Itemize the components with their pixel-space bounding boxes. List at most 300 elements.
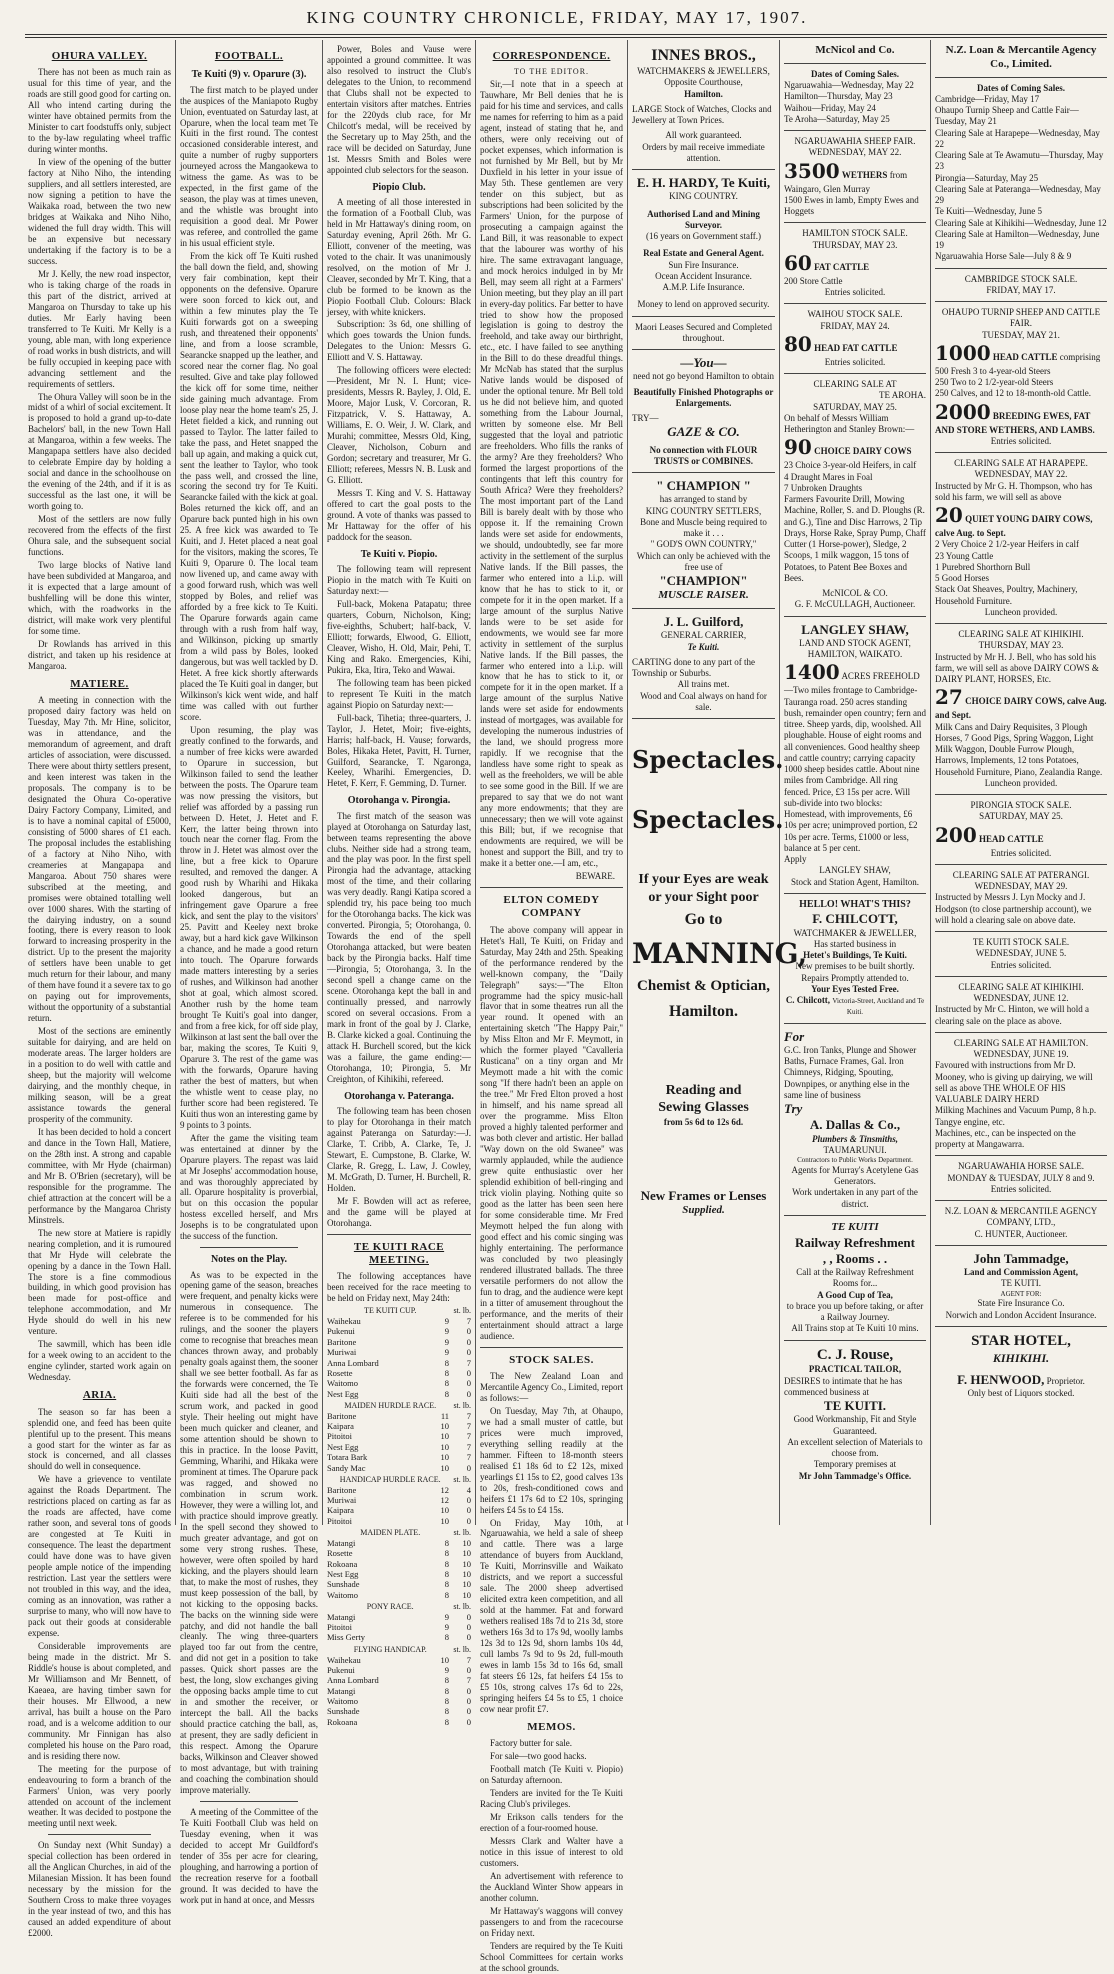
horse-name: Nest Egg bbox=[327, 1568, 359, 1579]
masthead-rule-2 bbox=[25, 37, 1107, 38]
dallas-town: TAUMARUNUI. bbox=[823, 1144, 887, 1155]
mcnicol-signature: McNICOL & CO. bbox=[822, 588, 888, 598]
henwood-line: Only best of Liquors stocked. bbox=[967, 1387, 1075, 1398]
memo: Tenders are required by the Te Kuiti School Committees for certain works at the school grounds. bbox=[480, 1940, 623, 1973]
nzloan-date: Cambridge—Friday, May 17 bbox=[935, 93, 1040, 104]
weight-lb: 7 bbox=[466, 1441, 471, 1452]
sale-heading: CLEARING SALE AT KIHIKIHI. bbox=[958, 629, 1084, 639]
weight-st: 10 bbox=[440, 1452, 449, 1463]
weight-st: 8 bbox=[444, 1675, 449, 1686]
nzloan-signature: N.Z. LOAN & MERCANTILE AGENCY COMPANY, LTD., bbox=[944, 1206, 1098, 1228]
railway-line: to brace you up before taking, or after a Railway Journey. bbox=[786, 1300, 924, 1322]
weight-lb: 7 bbox=[466, 1654, 471, 1665]
hardy-line: Money to lend on approved security. bbox=[637, 299, 770, 310]
sale-line: 23 Choice 3-year-old Heifers, in calf bbox=[784, 460, 917, 471]
article-paragraph: On Tuesday, May 7th, at Ohaupo, we had a small muster of cattle, but prices were much improved, everything selling readily at the hammer. Fifteen to 18-month steers realised £1 18s 6d to £2 12s, mixed yearlings £1 15s to £2, good calves 13s to 20s, fresh-conditioned cows and heifers £1 17s 6d to £2 10s, springing heifers £4 5s to £4 15s. bbox=[480, 1405, 623, 1515]
hardy-line: (16 years on Government staff.) bbox=[645, 231, 762, 241]
race-title: MAIDEN PLATE. bbox=[360, 1528, 421, 1538]
horse-name: Totara Bark bbox=[327, 1452, 368, 1463]
hardy-line: A.M.P. Life Insurance. bbox=[662, 282, 745, 292]
race-entry bbox=[327, 1717, 471, 1727]
memo: For sale—two good hacks. bbox=[490, 1751, 587, 1762]
railway-town: TE KUITI bbox=[831, 1220, 879, 1233]
horse-name: Kaipara bbox=[327, 1505, 354, 1516]
sale-number: 3500 bbox=[784, 158, 840, 183]
weight-lb: 0 bbox=[466, 1622, 471, 1633]
weight-lb: 10 bbox=[462, 1579, 471, 1590]
article-paragraph: Upon resuming, the play was greatly confined to the forwards, and a number of free kicks were awarded to Oparure in succession, but Wilkinson failed to send the leather between the posts. The Oparure team was now pressing the visitors, but relief was afforded by a passing run between D. Hetet, J. Hetet and F. Kerr, the latter being thrown into touch near the corner flag. From the throw in J. Hetet was almost over the line, but a free kick to Oparure resulted, and removed the danger. A good rush by Wharihi and Hikaka looked dangerous, but an infringement gave Oparure a free kick, and sent the play to the visitors' 25. Pavitt and Keeley next broke away, but a hard kick gave Wilkinson a chance, and he made a good return into touch. The Oparure forwards made matters interesting by a series of rushes, and Wilkinson had another shot at goal, which almost scored. Another rush by the home team brought Te Kuiti's goal into danger, and from a free kick, for off side play, Wilkinson at last sent the ball over the bar, making the scores, Te Kuiti 9, Oparure 3. The rest of the game was with the forwards, Oparure having rather the best of matters, but when the whistle went to cease play, no further score had been registered. Te Kuiti thus won an interesting game by 9 points to 3 points. bbox=[180, 724, 318, 1130]
column-3 bbox=[327, 44, 471, 1727]
sale-line: Entries solicited. bbox=[990, 435, 1052, 446]
railway-line: Call at the Railway Refreshment Rooms for... bbox=[796, 1267, 914, 1289]
sale-line: Entries solicited. bbox=[990, 959, 1052, 970]
henwood-sub: Proprietor. bbox=[1046, 1375, 1085, 1386]
sale-heading: NGARUAWAHIA HORSE SALE. bbox=[957, 1161, 1085, 1172]
sale-line: 2 Very Choice 2 1/2-year Heifers in calf bbox=[935, 539, 1080, 550]
sale-line: Milk Cans and Dairy Requisites, 3 Plough Horses, 7 Good Pigs, Spring Waggon, Light Milk Waggon, Double Furrow Plough, Harrows, Implements, 12 tons Potatoes, Household Furniture, Piano, Zealandia Range. bbox=[935, 721, 1103, 777]
column-divider bbox=[475, 40, 476, 1525]
weight-st: 10 bbox=[440, 1421, 449, 1432]
innes-line: Orders by mail receive immediate attention. bbox=[642, 141, 765, 163]
article-paragraph: Full-back, Mokena Patapatu; three quarters, Coburn, Nicholson, King; five-eighths, Schubert; half-back, V. Elliott; forwards, Elwood, G. Elliott, Cleaver, Wisho, H. Old, Mair, Pehi, T. King and Rako. Emergencies, Kihi, Pukira, Eka, Itira, Teko and Wawai. bbox=[327, 598, 471, 675]
article-paragraph: Most of the settlers are now fully recovered from the effects of the first Ohura sale, and the subsequent social functions. bbox=[28, 514, 171, 558]
sale-heading: CLEARING SALE AT PATERANGI. bbox=[952, 869, 1090, 880]
weight-lb: 0 bbox=[466, 1632, 471, 1643]
sale-heading: CLEARING SALE AT bbox=[813, 379, 897, 389]
weight-st: 10 bbox=[440, 1515, 449, 1526]
tammadge-town: TE KUITI. bbox=[1001, 1278, 1041, 1289]
article-paragraph: It has been decided to hold a concert and dance in the Town Hall, Matiere, on the 28th inst. A strong and capable committee, with Mr Hyde (chairman) and Mr B. O'Brien (secretary), will be responsible for the programme. The chief attraction at the concert will be a performance by the Mangaroa Christy Minstrels. bbox=[28, 1126, 171, 1225]
sale-number: 27 bbox=[935, 685, 963, 710]
weight-st: 10 bbox=[440, 1462, 449, 1473]
hardy-line: Real Estate and General Agent. bbox=[643, 248, 764, 259]
langley-signature: Stock and Station Agent, Hamilton. bbox=[791, 876, 919, 887]
article-paragraph: The Ohura Valley will soon be in the midst of a whirl of social excitement. It is proposed to hold a grand up-to-date Bachelors' ball, in the new Town Hall at Mangaroa, within a few weeks. The Mangapapa settlers have also decided to celebrate Empire day by holding a social and dance in the schoolhouse on the evening of the 24th, and if it is as successful as the last one, it will be worth going to. bbox=[28, 391, 171, 512]
mcnicol-heading: Dates of Coming Sales. bbox=[811, 68, 899, 79]
weight-st: 8 bbox=[444, 1685, 449, 1696]
article-paragraph: Power, Boles and Vause were appointed a ground committee. It was also resolved to instruct the Club's delegates to the Union, to recommend that Clubs shall not be expected to entertain visitors after matches. Entries for the 220yds club race, for Mr Chilcott's medal, will be received by the Secretary up to May 25th, and the race will be decided on Saturday, June 1st. Messrs Smith and Boles were appointed club selectors for the season. bbox=[327, 44, 471, 175]
masthead: KING COUNTRY CHRONICLE, FRIDAY, MAY 17, 1907. bbox=[306, 8, 808, 27]
sale-line: Instructed by Mr C. Hinton, we will hold a clearing sale on the place as above. bbox=[935, 1004, 1089, 1026]
sale-date: FRIDAY, MAY 17. bbox=[986, 284, 1056, 295]
article-paragraph: Messrs T. King and V. S. Hattaway offered to cart the goal posts to the ground. A vote of thanks was passed to Mr Hattaway for the offer of his paddock for the season. bbox=[327, 488, 471, 542]
sale-heading: CLEARING SALE AT KIHIKIHI. bbox=[958, 981, 1084, 992]
race-entry bbox=[327, 1612, 471, 1622]
weight-st: 8 bbox=[444, 1579, 449, 1590]
chilcott-line: Repairs Promptly attended to. bbox=[801, 972, 909, 983]
manning-goto: Go to bbox=[684, 911, 723, 928]
gaze-try: TRY— bbox=[632, 413, 659, 423]
horse-name: Baritone bbox=[327, 1410, 357, 1421]
sale-heading: HAMILTON STOCK SALE. bbox=[802, 228, 908, 239]
champion-line: KING COUNTRY SETTLERS, bbox=[645, 505, 762, 516]
weight-lb: 0 bbox=[466, 1685, 471, 1696]
memo: An advertisement with reference to the Auckland Winter Show appears in another column. bbox=[480, 1871, 623, 1903]
sale-heading: CLEARING SALE AT HARAPEPE. bbox=[954, 458, 1088, 468]
sale-item: HEAD CATTLE bbox=[979, 833, 1044, 844]
sale-date: THURSDAY, MAY 23. bbox=[978, 640, 1064, 651]
horse-name: Nest Egg bbox=[327, 1388, 359, 1399]
sale-number: 60 bbox=[784, 250, 812, 275]
hardy-line: Sun Fire Insurance. bbox=[668, 259, 739, 270]
dallas-for: For bbox=[784, 1028, 805, 1044]
horse-name: Waitomo bbox=[327, 1378, 358, 1389]
sale-item: HEAD CATTLE bbox=[992, 351, 1058, 362]
article-paragraph: As was to be expected in the opening game of the season, breaches were frequent, and penalty kicks were numerous in consequence. The referee is to be commended for his rulings, and the sooner the players come to recognise that breaches mean chances thrown away, and probably penalty goals against them, the sooner shall we see better football. As far as the forwards were concerned, the Te Kuiti side had all the best of the scrum work, and packed in good style. Their heeling out might have been much quicker and cleaner, and some attention should be shown to this in practice. In the loose Pavitt, Gemming, Wharihi, and Hikaka were prominent at times. The Oparure pack was ragged, and showed no combination in scrum work. However, they were a willing lot, and with practice should improve greatly. In the spell second they showed to much greater advantage, and got on some very strong rushes. These, however, were often spoiled by hard kicking, and the players should learn that, to make the most of rushes, they must keep possession of the ball, by not kicking to the opposing backs. The backs on the winning side were patchy, and did not handle the ball cleanly. The wing three-quarters played too far out from the centre, and did not get in a position to take passes. Quick short passes are the best, the long, slow exchanges giving the opposing backs ample time to cut in and smother the receiver, or intercept the ball. All the backs should practice catching the ball, as, at present, they are sadly deficient in this respect. Among the Oparure backs, Wilkinson and Cleaver showed to most advantage, but with training and coaching the combination should improve materially. bbox=[180, 1269, 318, 1796]
race-entry bbox=[327, 1442, 471, 1452]
sale-line: 23 Young Cattle bbox=[935, 550, 994, 561]
horse-name: Matangi bbox=[327, 1537, 356, 1548]
weight-lb: 10 bbox=[462, 1548, 471, 1559]
sale-line: 7 Unbroken Draughts bbox=[784, 482, 862, 493]
henwood-name: F. HENWOOD, bbox=[957, 1371, 1045, 1387]
chilcott-sub: WATCHMAKER & JEWELLER, bbox=[793, 927, 917, 938]
race-acceptances bbox=[327, 1306, 471, 1727]
sale-line: Luncheon provided. bbox=[984, 606, 1058, 617]
sale-date: FRIDAY, MAY 24. bbox=[820, 320, 890, 331]
nzloan-heading: Dates of Coming Sales. bbox=[977, 82, 1065, 93]
sale-line: Favoured with instructions from Mr D. Mooney, who is giving up dairying, we will sell as above THE WHOLE OF HIS VALUABLE DAIRY HERD bbox=[935, 1060, 1093, 1104]
weight-lb: 0 bbox=[466, 1495, 471, 1506]
weight-lb: 7 bbox=[466, 1421, 471, 1432]
hardy-title: E. H. HARDY, Te Kuiti, bbox=[636, 175, 771, 190]
column-divider bbox=[175, 40, 176, 1525]
article-paragraph: The above company will appear in Hetet's Hall, Te Kuiti, on Friday and Saturday, May 24th and 25th. Speaking of the performance rendered by the well-known company, the "Daily Telegraph" says:—"The Elton programme had the spicy music-hall flavor that in some theatres run all the year round. It opened with an entertaining sketch "The Happy Pair," by Miss Elton and Mr F. Meymott, in which the former played "Cavalleria Rusticana" on a tiny organ and Mr Meymott made a hit with the comic song "If there hadn't been an apple on the tree." Mr Fred Elton proved a host in himself, and his name spread all over the programme. Miss Elton proved a highly talented performer and was both clever and artistic. Her ballad "Way down on the old Swanee" was warmly applauded, while the audience grew quite enthusiastic over her splendid exhibition of bell-ringing and trick violin playing. Nothing quite so good as the latter has been seen here for some considerable time. Mr Fred Meymott helped the fun along with good effect and his comic singing was highly entertaining. The performance was concluded by two pleasingly rendered illustrated ballads. The three versatile performers do not allow the fun to drag, and the audience were kept in a titter of amusement throughout the performance, and the merits of their entertainment should attract a large audience. bbox=[480, 924, 623, 1341]
headline-elton-comedy: ELTON COMEDY COMPANY bbox=[503, 893, 600, 920]
langley-apply: Apply bbox=[784, 854, 807, 864]
horse-name: Rokoana bbox=[327, 1558, 358, 1569]
sale-item: CHOICE DAIRY COWS bbox=[814, 446, 912, 457]
race-entry bbox=[327, 1706, 471, 1716]
sale-item: comprising bbox=[1059, 351, 1101, 362]
race-entry bbox=[327, 1590, 471, 1600]
weight-lb: 0 bbox=[466, 1326, 471, 1337]
chilcott-line: Hetet's Buildings, Te Kuiti. bbox=[803, 950, 907, 960]
weight-st: 9 bbox=[444, 1611, 449, 1622]
sale-date: WEDNESDAY, MAY 29. bbox=[974, 881, 1068, 891]
weight-st: 8 bbox=[444, 1696, 449, 1707]
dallas-line: Work undertaken in any part of the district. bbox=[792, 1187, 918, 1209]
horse-name: Rokoana bbox=[327, 1716, 358, 1727]
champion-title-2: "CHAMPION" bbox=[659, 573, 748, 588]
sale-date: THURSDAY, MAY 23. bbox=[812, 239, 898, 250]
race-entry bbox=[327, 1696, 471, 1706]
article-paragraph: Sir,—I note that in a speech at Tauwhare, Mr Bell denies that he is paid for his time and services, and calls me names for referring to him as a paid agent, instead of stating that he, and others, were only receiving out of pocket expenses, which information is not furnished by Mr Bell, but by Mr Duxfield in his letter in your issue of May 5th. These gentlemen are very tender on this subject, but as subscriptions had been solicited by the Farmers' Union, for the purpose of prosecuting a campaign against the Land Bill, it was reasonable to expect that the labourer was worthy of his hire. The same extravagant language, and mock heroics indulged in by Mr Bell, may seem all right at a Farmers' Union meeting, but they play an ill part in every-day politics. Far better to have tried to show how the proposed legislation is going to destroy the freehold, and take away our birthright, etc., etc. I have failed to see anything in the Bill to do these dreadful things. Mr McNab has stated that the surplus Native lands would be disposed of under the optional tenure. Mr Bell told us he did not believe him, and quoted something from the Labour Journal, written by someone else. Mr Bell suggested that the loyal and patriotic are freeholders. Who fills the ranks of the army? Are they freeholders? Who formed the largest proportions of the contingents that left this country for South Africa? Were they freeholders? The most important part of the Land Bill is barely dealt with by those who oppose it. If the remaining Crown lands were set aside for endowments, we should, undoubtedly, see far more activity in the settlement of the surplus Native lands. If the Bill passes, the farmer who entered into a l.i.p. will know that he has to stick to it, or compete for it in the open market. If a large amount of the surplus Native lands were to be set aside for endowments, we would see far more activity in settlement of the surplus Native lands. If the Bill passes, the farmer who entered into a l.i.p. will know that he has to stick to it, or compete for it in the open market. If a large amount of the surplus Native lands were set aside for endowments instead of mortgages, was available for developing the numerous industries of the land, we should progress more rapidly. If we recognise that the landless have some right to speak as well as the freeholders, we will be able to see some good in the Bill. If we are prepared to say that we do not want any more endowments; that they are unnecessary; then we will vote against this Bill; but, if we recognise that endowments are required, we will be honest and support the Bill, and try to make it a better one.—I am, etc., bbox=[480, 79, 623, 868]
race-table bbox=[327, 1411, 471, 1473]
weight-lb: 0 bbox=[466, 1347, 471, 1358]
nzloan-date: Te Kuiti—Wednesday, June 5 bbox=[935, 206, 1043, 217]
weight-lb: 7 bbox=[466, 1452, 471, 1463]
weight-st: 9 bbox=[444, 1664, 449, 1675]
sale-number: 1000 bbox=[935, 340, 991, 365]
race-title: FLYING HANDICAP. bbox=[353, 1644, 427, 1654]
weight-st: 8 bbox=[444, 1367, 449, 1378]
weight-lb: 4 bbox=[466, 1484, 471, 1495]
subheadline-te-kuiti-oparure: Te Kuiti (9) v. Oparure (3). bbox=[191, 69, 307, 81]
sale-line: Entries solicited. bbox=[990, 1183, 1052, 1194]
sale-item: from Waingaro, Glen Murray bbox=[784, 169, 908, 194]
mcnicol-date: Ngaruawahia—Wednesday, May 22 bbox=[784, 80, 914, 90]
hardy-line: Maori Leases Secured and Completed throughout. bbox=[635, 321, 772, 343]
langley-town: HAMILTON, WAIKATO. bbox=[807, 649, 903, 659]
sale-line: Stack Oat Sheaves, Poultry, Machinery, Household Furniture. bbox=[935, 584, 1078, 606]
gaze-line: Beautifully Finished Photographs or Enlargements. bbox=[633, 386, 774, 408]
sale-line: Entries solicited. bbox=[990, 847, 1052, 858]
guilford-sub: GENERAL CARRIER, bbox=[660, 630, 747, 641]
horse-name: Baritone bbox=[327, 1484, 357, 1495]
weight-lb: 0 bbox=[466, 1367, 471, 1378]
article-paragraph: Mr F. Bowden will act as referee, and the game will be played at Otorohanga. bbox=[327, 1195, 471, 1228]
horse-name: Muriwai bbox=[327, 1495, 357, 1506]
horse-name: Rosette bbox=[327, 1367, 353, 1378]
horse-name: Pitoitoi bbox=[327, 1515, 353, 1526]
article-paragraph: The following team has been picked to represent Te Kuiti in the match against Piopio on Saturday next:— bbox=[327, 677, 471, 710]
subheadline-notes-on-play: Notes on the Play. bbox=[210, 1254, 288, 1266]
chilcott-title: F. CHILCOTT, bbox=[812, 911, 898, 927]
headline-correspondence: CORRESPONDENCE. bbox=[492, 50, 611, 62]
race-title: HANDICAP HURDLE RACE. bbox=[339, 1474, 441, 1484]
race-entry bbox=[327, 1559, 471, 1569]
to-the-editor: TO THE EDITOR. bbox=[513, 67, 590, 77]
champion-line: MUSCLE RAISER. bbox=[658, 589, 749, 602]
rouse-line: An excellent selection of Materials to choose from. bbox=[787, 1436, 923, 1458]
nzloan-date: Clearing Sale at Kihikihi—Wednesday, June 12 bbox=[935, 217, 1107, 228]
sale-line: Milking Machines and Vacuum Pump, 8 h.p. Tangye engine, etc. bbox=[935, 1105, 1097, 1127]
sale-line: Entries solicited. bbox=[824, 287, 886, 297]
nzloan-signature: C. HUNTER, Auctioneer. bbox=[974, 1228, 1068, 1239]
mcnicol-signature: G. F. McCULLAGH, Auctioneer. bbox=[794, 599, 916, 610]
column-divider bbox=[779, 40, 780, 1525]
hardy-line: Authorised Land and Mining Surveyor. bbox=[647, 208, 760, 230]
rouse-sub: PRACTICAL TAILOR, bbox=[808, 1364, 902, 1375]
article-paragraph: The first match of the season was played at Otorohanga on Saturday last, between teams representing the above clubs. Neither side had a strong team, and the play was poor. In the first spell Pirongia had the advantage, attacking most of the time, and their collaring was very deadly. Rangi Katipa scored a splendid try, his pace being too much for the Otorohanga backs. The kick was converted. Pirongia, 5; Otorohanga, 0. Towards the end of the spell Otorohanga attacked, but were beaten back by the Pirongia backs. Half time—Pirongia, 5; Otorohanga, 3. In the second spell a change came on the scene. Otorohanga kept the ball in and continually pressed, and narrowly scored on several occasions. From a mark in front of the goal by J. Clarke, B. Clarke kicked a goal. Continuing the attack H. Burchell scored, but the kick was a failure, the game ending:—Otorohanga, 10; Pirongia, 5. Mr Creighton, of Kihikihi, refereed. bbox=[327, 810, 471, 1084]
weight-lb: 0 bbox=[466, 1378, 471, 1389]
horse-name: Waitomo bbox=[327, 1696, 358, 1707]
dallas-line: Contractors to Public Works Department. bbox=[797, 1156, 913, 1164]
weight-st: 8 bbox=[444, 1357, 449, 1368]
race-entry bbox=[327, 1421, 471, 1431]
dallas-try: Try bbox=[784, 1101, 803, 1116]
weight-lb: 7 bbox=[466, 1316, 471, 1327]
horse-name: Matangi bbox=[327, 1611, 356, 1622]
sale-item: CHOICE DAIRY COWS, calve Aug. and Sept. bbox=[935, 696, 1107, 721]
horse-name: Pitoitoi bbox=[327, 1622, 353, 1633]
sale-line: On behalf of Messrs William Hetherington and Stanley Brown:— bbox=[784, 412, 915, 434]
nzloan-date: Pirongia—Saturday, May 25 bbox=[935, 172, 1039, 183]
weight-st: 10 bbox=[440, 1505, 449, 1516]
race-unit: st. lb. bbox=[453, 1401, 471, 1410]
horse-name: Sunshade bbox=[327, 1579, 360, 1590]
race-table bbox=[327, 1538, 471, 1600]
manning-price: from 5s 6d to 12s 6d. bbox=[663, 1116, 744, 1127]
horse-name: Sunshade bbox=[327, 1706, 360, 1717]
race-unit: st. lb. bbox=[453, 1306, 471, 1316]
chilcott-hello: HELLO! WHAT'S THIS? bbox=[799, 898, 911, 910]
sale-item: QUIET YOUNG DAIRY COWS, calve Aug. to Sept. bbox=[935, 514, 1093, 538]
mcnicol-date: Waihou—Friday, May 24 bbox=[784, 102, 876, 113]
race-entry bbox=[327, 1505, 471, 1515]
dallas-body: G.C. Iron Tanks, Plunge and Shower Baths, Furnace Frames, Gal. Iron Chimneys, Ridging, Spouting, Downpipes, or anything else in the same line of business bbox=[784, 1044, 917, 1100]
race-title: MAIDEN HURDLE RACE. bbox=[344, 1401, 437, 1410]
star-hotel-title: STAR HOTEL, bbox=[971, 1332, 1071, 1349]
horse-name: Muriwai bbox=[327, 1347, 357, 1358]
weight-st: 10 bbox=[440, 1441, 449, 1452]
weight-st: 10 bbox=[440, 1431, 449, 1442]
sale-date: WEDNESDAY, JUNE 12. bbox=[973, 993, 1069, 1003]
weight-lb: 7 bbox=[466, 1431, 471, 1442]
sale-line: 1 Purebred Shorthorn Bull bbox=[935, 561, 1031, 572]
sale-date: SATURDAY, MAY 25. bbox=[979, 811, 1063, 822]
weight-lb: 0 bbox=[466, 1515, 471, 1526]
sale-date: WEDNESDAY, MAY 22. bbox=[974, 469, 1068, 480]
manning-line: If your Eyes are weak bbox=[638, 872, 769, 887]
headline-race-meeting: TE KUITI RACE MEETING. bbox=[353, 1240, 445, 1267]
race-title: PONY RACE. bbox=[366, 1602, 414, 1611]
sale-heading: OHAUPO TURNIP SHEEP AND CATTLE FAIR. bbox=[941, 307, 1101, 329]
sale-item: FAT CATTLE bbox=[814, 261, 870, 272]
sale-number: 200 bbox=[935, 822, 977, 847]
champion-line: " GOD'S OWN COUNTRY," bbox=[650, 539, 757, 550]
article-paragraph: The new store at Matiere is rapidly nearing completion, and it is rumoured that Mr Hyde will celebrate the opening by a dance in the Town Hall. The store is a fine commodious building, in which good provision has been made for post-office and telephone accommodation, and Mr Hyde should do well in his new venture. bbox=[28, 1227, 171, 1337]
weight-lb: 10 bbox=[462, 1568, 471, 1579]
article-paragraph: There has not been as much rain as usual for this time of year, and the roads are still good good for carting on. All who intend carting during the winter have obtained permits from the Minister to cart foodstuffs only, subject to the by-law regulating wheel traffic during winter months. bbox=[28, 67, 171, 155]
race-entry bbox=[327, 1485, 471, 1495]
memo: Mr Hattaway's waggons will convey passengers to and from the racecourse on Friday next. bbox=[480, 1905, 623, 1938]
article-paragraph: Dr Rowlands has arrived in this district, and taken up his residence at Mangaroa. bbox=[28, 638, 171, 671]
horse-name: Pukenui bbox=[327, 1326, 355, 1337]
sale-date: SATURDAY, MAY 25. bbox=[813, 401, 897, 412]
railway-line: A Good Cup of Tea, bbox=[817, 1289, 893, 1300]
column-divider bbox=[930, 40, 931, 1525]
race-entry bbox=[327, 1495, 471, 1505]
article-paragraph: Subscription: 3s 6d, one shilling of which goes towards the Union funds. Delegates to the Union: Messrs G. Elliott and V. S. Hattaway. bbox=[327, 319, 471, 363]
race-unit: st. lb. bbox=[453, 1528, 471, 1538]
race-title: TE KUITI CUP. bbox=[364, 1306, 417, 1316]
memo: Mr Erikson calls tenders for the erection of a four-roomed house. bbox=[480, 1812, 623, 1834]
spectacles-heading: Spectacles. bbox=[632, 745, 784, 774]
guilford-title: J. L. Guilford, bbox=[663, 614, 744, 629]
innes-body: LARGE Stock of Watches, Clocks and Jewellery at Town Prices. bbox=[632, 103, 772, 125]
sale-number: 80 bbox=[784, 331, 812, 356]
race-entry bbox=[327, 1686, 471, 1696]
race-unit: st. lb. bbox=[453, 1602, 471, 1611]
innes-address: Opposite Courthouse, bbox=[664, 77, 743, 88]
column-4 bbox=[480, 44, 623, 1973]
mcnicol-date: Hamilton—Thursday, May 23 bbox=[784, 91, 893, 102]
subheadline-otorohanga-pateranga: Otorohanga v. Pateranga. bbox=[344, 1090, 454, 1102]
innes-title: INNES BROS., bbox=[651, 47, 756, 64]
weight-lb: 7 bbox=[466, 1675, 471, 1686]
langley-title: LANGLEY SHAW, bbox=[801, 621, 909, 637]
sale-line: 200 Store Cattle bbox=[784, 275, 843, 286]
sale-line: Machines, etc., can be inspected on the property at Mangawarra. bbox=[935, 1127, 1076, 1149]
horse-name: Pitoitoi bbox=[327, 1431, 353, 1442]
hardy-sub: KING COUNTRY. bbox=[669, 191, 738, 202]
horse-name: Anna Lombard bbox=[327, 1675, 379, 1686]
weight-st: 8 bbox=[444, 1548, 449, 1559]
memo: Factory butter for sale. bbox=[490, 1738, 572, 1749]
champion-line: Which can only be achieved with the free use of bbox=[636, 550, 771, 572]
langley-number: 1400 bbox=[784, 660, 840, 685]
rouse-title: C. J. Rouse, bbox=[816, 1346, 894, 1363]
weight-lb: 10 bbox=[462, 1589, 471, 1600]
horse-name: Rosette bbox=[327, 1548, 353, 1559]
nzloan-date: Ngaruawahia Horse Sale—July 8 & 9 bbox=[935, 251, 1072, 262]
rouse-town: TE KUITI. bbox=[823, 1398, 887, 1413]
weight-st: 9 bbox=[444, 1326, 449, 1337]
weight-st: 9 bbox=[444, 1336, 449, 1347]
rouse-line: Good Workmanship, Fit and Style Guaranteed. bbox=[793, 1414, 917, 1436]
article-paragraph: On Friday, May 10th, at Ngaruawahia, we held a sale of sheep and cattle. There was a large attendance of buyers from Auckland, Te Kuiti, Morrinsville and Waikato districts, and we report a successful sale. The 2000 sheep advertised elicited extra keen competition, and all sold at the hammer. Fat and forward wethers realised 18s 7d to 21s 3d, store wethers 16s 3d to 17s 9d, woolly lambs 12s 3d to 12s 9d, shorn lambs 10s 4d, cull lambs 7s 9d to 9s 2d, full-mouth ewes in lamb 15s 3d to 16s 6d, small fat steers £6 12s, fat heifers £4 15s to £5 10s, strong calves 17s 6d to 22s, springing heifers £4 5s to £5, 1 choice cow near profit £7. bbox=[480, 1517, 623, 1714]
horse-name: Waihekau bbox=[327, 1316, 361, 1327]
subheadline-piopio-club: Piopio Club. bbox=[372, 181, 426, 193]
race-entry bbox=[327, 1378, 471, 1388]
guilford-town: Te Kuiti. bbox=[687, 641, 720, 652]
article-paragraph: We have a grievence to ventilate against the Roads Department. The restrictions placed on carting as far as the roads are affected, have come rather soon, and several tons of goods are congested at Te Kuiti in consequence. The least the department could have done was to have given people ample notice of the impending restriction. Last year the settlers were not troubled in this way, and the idea, coming as an innovation, was rather a surprise to many, who will now have to pack out their goods at considerable expense. bbox=[28, 1474, 171, 1638]
column-7-ads bbox=[935, 44, 1107, 1524]
sale-heading: TE KUITI STOCK SALE. bbox=[972, 937, 1070, 947]
sale-date: TUESDAY, MAY 21. bbox=[982, 329, 1060, 340]
article-paragraph: The meeting for the purpose of endeavouring to form a branch of the Farmers' Union, was very poorly attended on account of the inclement weather. It was decided to postpone the meeting until next week. bbox=[28, 1763, 171, 1829]
race-entry bbox=[327, 1368, 471, 1378]
manning-reading: Reading and bbox=[665, 1082, 742, 1098]
article-paragraph: A meeting of the Committee of the Te Kuiti Football Club was held on Tuesday evening, when it was decided to accept Mr Guildford's tender of 35s per acre for clearing, ploughing, and harrowing a portion of the recreation reserve for a football ground. It was decided to have the work put in hand at once, and Messrs bbox=[180, 1807, 318, 1905]
article-paragraph: A meeting of all those interested in the formation of a Football Club, was held in Mr Hattaway's dining room, on Saturday evening, April 26th. Mr G. Elliott, convener of the meeting, was voted to the chair. It was unanimously resolved, on the motion of Mr J. Cleaver, seconded by Mr T. King, that a club be formed to be known as the Piopio Football Club. Colours: Black jersey, with white knickers. bbox=[327, 196, 471, 317]
champion-line: Bone and Muscle being required to make it . . . bbox=[640, 516, 767, 538]
gaze-you: —You— bbox=[680, 355, 727, 370]
sale-line: 1500 Ewes in lamb, Empty Ewes and Hoggets bbox=[784, 194, 919, 216]
star-hotel-town: KIHIKIHI. bbox=[992, 1350, 1050, 1365]
horse-name: Waihekau bbox=[327, 1654, 361, 1665]
dallas-sub: Plumbers & Tinsmiths, bbox=[812, 1133, 898, 1144]
manning-line: or your Sight poor bbox=[648, 889, 759, 905]
weight-st: 8 bbox=[444, 1589, 449, 1600]
sale-line: Farmers Favourite Drill, Mowing Machine, Roller, S. and D. Ploughs (R. and G.), Tine and Disc Harrows, 2 Tip Drays, Horse Rake, Spray Pump, Chaff Cutter (1 Horse-power), Sledge, 2 Scoops, 1 milk waggon, 15 tons of Potatoes, to Patent Bee Boxes and Bees. bbox=[784, 494, 926, 583]
guilford-line: Wood and Coal always on hand for sale. bbox=[640, 690, 767, 712]
column-divider bbox=[322, 40, 323, 1525]
nzloan-date: Clearing Sale at Hamilton—Wednesday, June 19 bbox=[935, 228, 1100, 250]
article-paragraph: The following acceptances have been received for the race meeting to be held on Friday next, May 24th: bbox=[327, 1271, 471, 1304]
race-entry bbox=[327, 1326, 471, 1336]
sale-heading: CAMBRIDGE STOCK SALE. bbox=[964, 273, 1078, 284]
sale-heading: PIRONGIA STOCK SALE. bbox=[970, 800, 1072, 810]
sale-heading: NGARUAWAHIA SHEEP FAIR. bbox=[794, 136, 916, 146]
sale-date: MONDAY & TUESDAY, JULY 8 and 9. bbox=[947, 1172, 1095, 1183]
horse-name: Waitomo bbox=[327, 1589, 358, 1600]
horse-name: Anna Lombard bbox=[327, 1357, 379, 1368]
nzloan-date: Clearing Sale at Harapepe—Wednesday, May 22 bbox=[935, 127, 1100, 149]
weight-lb: 7 bbox=[466, 1357, 471, 1368]
memo: Tenders are invited for the Te Kuiti Racing Club's privileges. bbox=[480, 1788, 623, 1810]
race-entry bbox=[327, 1452, 471, 1462]
weight-st: 10 bbox=[440, 1654, 449, 1665]
chilcott-signature: C. Chilcott, bbox=[785, 995, 831, 1005]
weight-st: 11 bbox=[440, 1410, 449, 1421]
article-paragraph: The New Zealand Loan and Mercantile Agency Co., Limited, report as follows:— bbox=[480, 1370, 623, 1403]
race-unit: st. lb. bbox=[453, 1644, 471, 1654]
race-entry bbox=[327, 1337, 471, 1347]
sale-number: 20 bbox=[935, 503, 963, 527]
subheadline-otorohanga-pirongia: Otorohanga v. Pirongia. bbox=[347, 795, 451, 807]
race-table bbox=[327, 1655, 471, 1728]
weight-st: 9 bbox=[444, 1347, 449, 1358]
weight-st: 8 bbox=[444, 1388, 449, 1399]
chilcott-address: Victoria-Street, Auckland and Te Kuiti. bbox=[832, 997, 925, 1017]
weight-lb: 0 bbox=[466, 1664, 471, 1675]
weight-st: 9 bbox=[444, 1316, 449, 1327]
race-entry bbox=[327, 1358, 471, 1368]
sale-line: 250 Calves, and 12 to 18-month-old Cattle. bbox=[935, 388, 1091, 399]
